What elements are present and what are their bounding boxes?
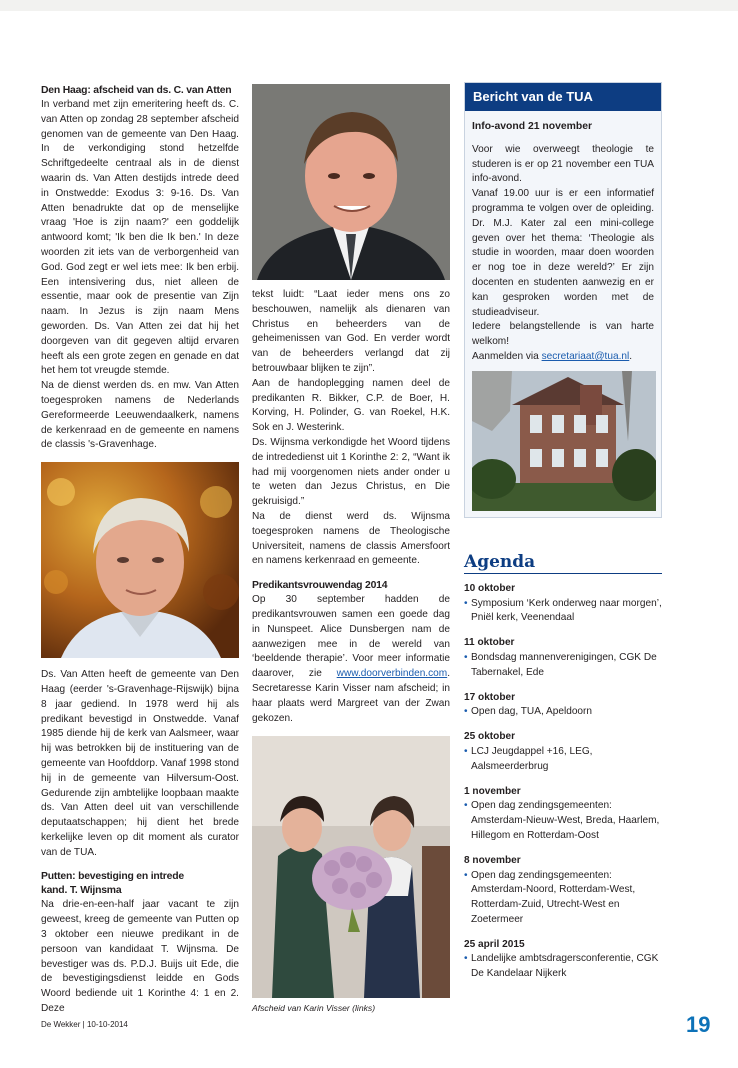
agenda-list <box>464 582 662 982</box>
paragraph: Na de dienst werd ds. Wijnsma toegesproken namens de Theologische Universiteit, namens de classis Amersfoort en namens kerkenraad en gemeente. <box>252 510 450 567</box>
tua-subtitle: Info-avond 21 november <box>472 121 593 132</box>
tua-box <box>464 82 662 518</box>
agenda-item: • Bondsdag mannenverenigingen, CGK De Tabernakel, Ede <box>464 651 662 681</box>
heading-putten-line1: Putten: bevestiging en intrede <box>41 871 184 883</box>
top-band <box>0 0 738 11</box>
column-3 <box>464 82 662 982</box>
agenda-item: • Symposium ‘Kerk onderweg naar morgen’, Pniël kerk, Veenendaal <box>464 597 662 627</box>
agenda-date: 8 november <box>464 854 521 866</box>
paragraph-text: . <box>629 350 633 362</box>
paragraph <box>472 350 654 365</box>
photo-wijnsma <box>252 84 450 280</box>
tua-body <box>465 139 661 517</box>
paragraph-text: Op 30 september hadden de predikantsvrouwen samen een goede dag in Nunspeet. Alice Dunsbergen nam de aanwezigen mee in de wereld van ‘beeldende therapie’. Voor meer informatie daarover, zie <box>252 594 450 680</box>
agenda-date: 25 april 2015 <box>464 938 525 950</box>
heading-putten <box>41 870 239 898</box>
footer-publication: De Wekker | 10-10-2014 <box>41 1020 128 1029</box>
paragraph-text: Aanmelden via <box>472 350 542 362</box>
agenda-date: 25 oktober <box>464 731 516 743</box>
agenda-item: • Open dag zendingsgemeenten: Amsterdam-Noord, Rotterdam-West, Rotterdam-Zuid, Utrecht-West en Zoetermeer <box>464 869 662 928</box>
agenda-item: • Landelijke ambtsdragersconferentie, CGK De Kandelaar Nijkerk <box>464 952 662 982</box>
doorverbinden-link[interactable]: www.doorverbinden.com <box>336 668 448 680</box>
tua-title: Bericht van de TUA <box>465 83 661 111</box>
column-2 <box>252 84 450 1016</box>
photo-karin-visser <box>252 736 450 998</box>
agenda-date: 10 oktober <box>464 582 516 594</box>
heading-den-haag: Den Haag: afscheid van ds. C. van Atten <box>41 85 232 96</box>
agenda-item: • Open dag zendingsgemeenten: Amsterdam-Nieuw-West, Breda, Haarlem, Hillegom en Rotterdam-Oost <box>464 799 662 843</box>
paragraph: Na drie-en-een-half jaar vacant te zijn geweest, kreeg de gemeente van Putten op 3 oktober een nieuwe predikant in de persoon van kandidaat T. Wijnsma. De bevestiger was ds. P.D.J. Buijs uit Ede, die de bevestigingsdienst leidde en Gods Woord bediende uit 1 Korinthe 4: 1 en 2. Deze <box>41 899 239 1015</box>
email-link[interactable]: secretariaat@tua.nl <box>541 350 630 362</box>
heading-predikantsvrouwendag: Predikantsvrouwendag 2014 <box>252 580 388 592</box>
paragraph: tekst luidt: “Laat ieder mens ons zo beschouwen, namelijk als dienaren van Christus en beheerders van de geheimenissen van God. En verder wordt van de beheerders verlangd dat zij betrouwbaar blijken te zijn”. <box>252 289 450 374</box>
paragraph-text: . Secretaresse Karin Visser nam afscheid; in haar plaats werd Margreet van der Zwan gekozen. <box>252 668 450 724</box>
paragraph: Iedere belangstellende is van harte welkom! <box>472 321 654 348</box>
page-number: 19 <box>686 1012 711 1037</box>
agenda-item: • LCJ Jeugdappel +16, LEG, Aalsmeerderbrug <box>464 745 662 775</box>
photo-van-atten <box>41 462 239 658</box>
heading-putten-line2: kand. T. Wijnsma <box>41 885 122 897</box>
agenda-date: 1 november <box>464 785 521 797</box>
photo-tua-building <box>472 371 656 511</box>
agenda-date: 17 oktober <box>464 691 516 703</box>
paragraph: Na de dienst werden ds. en mw. Van Atten toegesproken namens de Nederlands Gereformeerde Leeuwendaalkerk, namens de kerkenraad en de gemeente en namens de classis 's-Gravenhage. <box>41 380 239 451</box>
photo-caption: Afscheid van Karin Visser (links) <box>252 1003 376 1014</box>
paragraph: Voor wie overweegt theologie te studeren is er op 21 november een TUA info-avond. <box>472 143 654 185</box>
agenda-title: Agenda <box>464 552 662 574</box>
column-1 <box>41 84 239 1017</box>
agenda-date: 11 oktober <box>464 637 515 649</box>
paragraph <box>252 593 450 726</box>
paragraph: In verband met zijn emeritering heeft ds. C. van Atten op zondag 28 september afscheid genomen van de gemeente van Den Haag. In de verkondiging stond hetzelfde Schriftgedeelte centraal als in de dienst waarin ds. Van Atten destijds intrede deed in Onstwedde: Exodus 3: 9-16. Ds. Van Atten benadrukte dat op de menselijke vraag 'Hoe is zijn naam?' een goddelijk antwoord komt; 'Ik ben die Ik ben.' In deze woorden zit iets van de verborgenheid van God. God zegt er wel iets mee: Ik ben erbij. Een intensivering dus, niet alleen de essentie, maar ook de presentie van Zijn naam. In Jezus is zijn naam Mens geworden. Ds. Van Atten zei dat hij het doorgeven van dit gegeven altijd ervaren heeft als een grote zegen en genade en dat het hem tot vreugde stemde. <box>41 99 239 377</box>
paragraph: Vanaf 19.00 uur is er een informatief programma te volgen over de opleiding. Dr. M.J. Kater zal een mini-college geven over het thema: ‘Theologie als studie in woorden, maar doen woorden er nog toe in deze wereld?’ Er zijn docenten en studenten aanwezig en er kan gesproken worden met de studieadviseur. <box>472 188 654 318</box>
agenda-item: • Open dag, TUA, Apeldoorn <box>464 705 662 720</box>
paragraph: Ds. Van Atten heeft de gemeente van Den Haag (eerder 's-Gravenhage-Rijswijk) bijna 8 jaar gediend. In 1978 werd hij als predikant bevestigd in Onstwedde. Vanaf 1985 diende hij de kerk van Aalsmeer, waar hij was betrokken bij de instituering van de gemeente van Hoofddorp. Vanaf 1998 stond hij in de gemeente van Hilversum-Oost. Gedurende zijn ambtelijke loopbaan maakte ds. Van Atten deel uit van verschillende deputaatschappen; hij dient het brede kerkelijke leven op dit moment als curator van de TUA. <box>41 669 239 858</box>
paragraph: Aan de handoplegging namen deel de predikanten R. Bikker, C.P. de Boer, H. Korving, H. Polinder, G. van Roekel, H.K. Sok en J. Westerink. <box>252 377 450 434</box>
paragraph: Ds. Wijnsma verkondigde het Woord tijdens de intrededienst uit 1 Korinthe 2: 2, “Want ik had mij voorgenomen niets ander onder u te weten dan Jezus Christus, en Die gekruisigd.” <box>252 436 450 508</box>
